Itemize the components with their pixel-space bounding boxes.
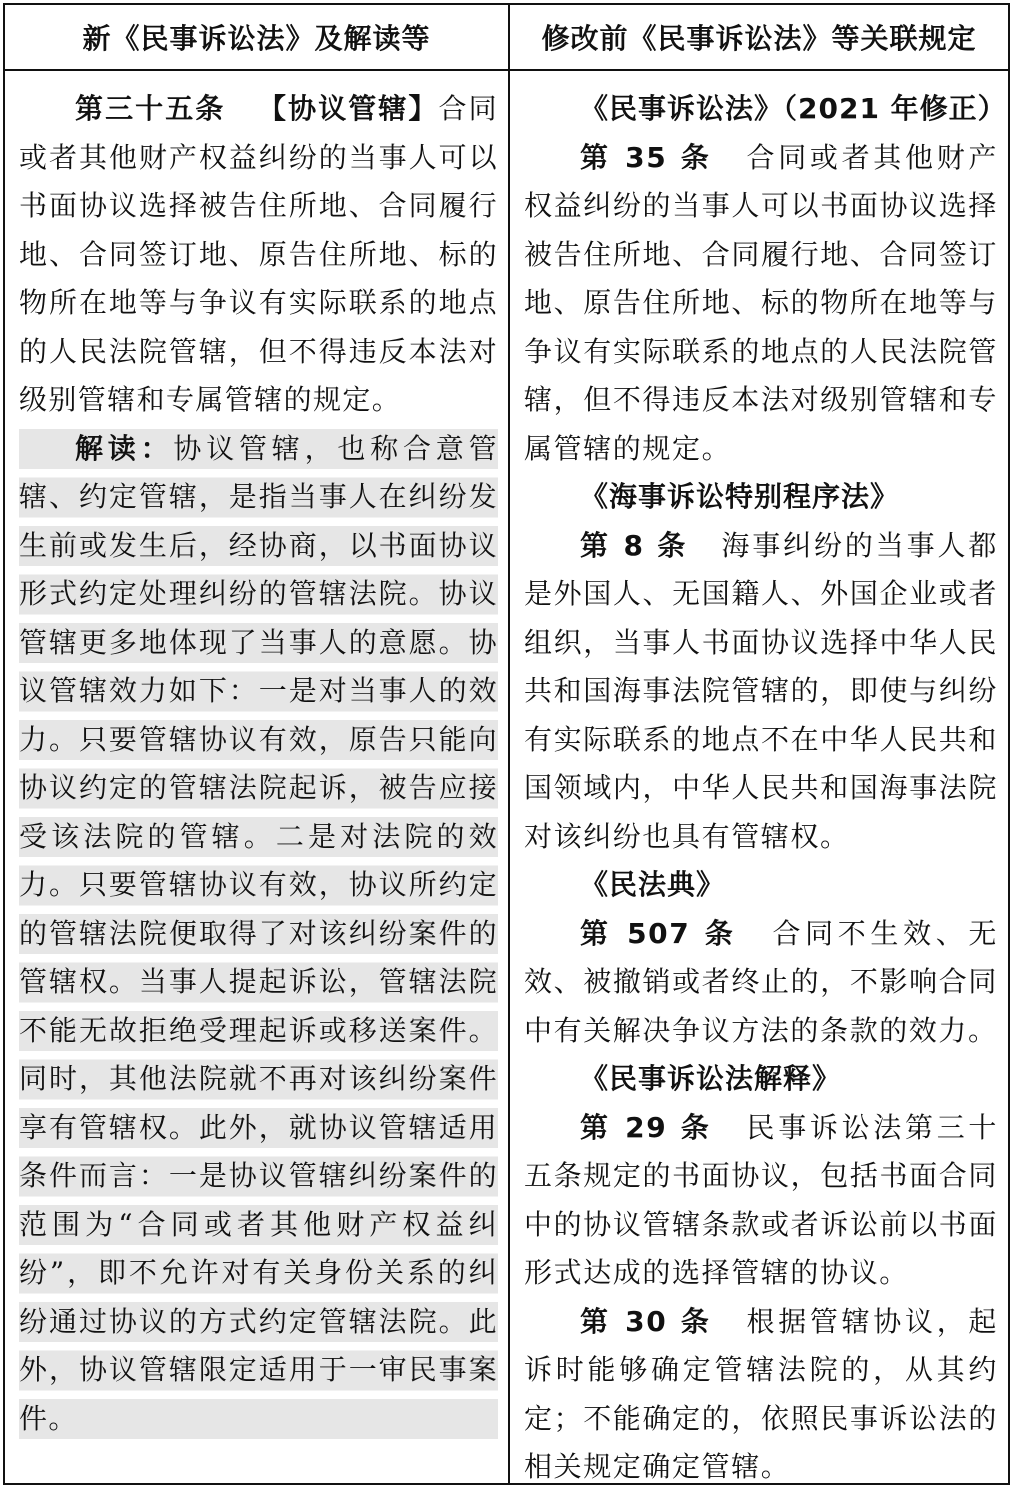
related-article xyxy=(524,910,998,1056)
related-article xyxy=(524,134,998,474)
article-text: 合同或者其他财产权益纠纷的当事人可以书面协议选择被告住所地、合同履行地、合同签订地、原告住所地、标的物所在地等与争议有实际联系的地点的人民法院管辖，但不得违反本法对级别管辖和专属管辖的规定。 xyxy=(19,92,498,416)
related-article xyxy=(524,522,998,862)
law-title: 《海事诉讼特别程序法》 xyxy=(580,480,900,513)
left-column xyxy=(5,71,510,1483)
related-article-number: 第 8 条 xyxy=(580,528,689,562)
related-article-text: 根据管辖协议，起诉时能够确定管辖法院的，从其约定；不能确定的，依照民事诉讼法的相关规定确定管辖。 xyxy=(524,1304,998,1483)
related-article-number: 第 35 条 xyxy=(580,140,713,174)
interpretation-label: 解读： xyxy=(75,431,174,465)
article-number: 第三十五条 xyxy=(75,92,226,125)
related-article-text: 合同或者其他财产权益纠纷的当事人可以书面协议选择被告住所地、合同履行地、合同签订地、原告住所地、标的物所在地等与争议有实际联系的地点的人民法院管辖，但不得违反本法对级别管辖和专属管辖的规定。 xyxy=(524,140,998,465)
header-new-law: 新《民事诉讼法》及解读等 xyxy=(5,5,510,71)
related-article-text: 民事诉讼法第三十五条规定的书面协议，包括书面合同中的协议管辖条款或者诉讼前以书面形式达成的选择管辖的协议。 xyxy=(524,1110,998,1289)
right-column xyxy=(510,71,1008,1483)
article-35-paragraph xyxy=(19,85,498,425)
related-article xyxy=(524,1298,998,1484)
comparison-table xyxy=(3,3,1010,1485)
law-title: 《民事诉讼法》（2021 年修正） xyxy=(580,92,1007,125)
related-article-number: 第 30 条 xyxy=(580,1304,713,1338)
related-article-number: 第 29 条 xyxy=(580,1110,713,1144)
law-title: 《民法典》 xyxy=(580,868,726,901)
law-title: 《民事诉讼法解释》 xyxy=(580,1062,842,1095)
related-article-text: 海事纠纷的当事人都是外国人、无国籍人、外国企业或者组织，当事人书面协议选择中华人民共和国海事法院管辖的，即使与纠纷有实际联系的地点不在中华人民共和国领域内，中华人民共和国海事法院对该纠纷也具有管辖权。 xyxy=(524,528,998,853)
interpretation-text: 协议管辖，也称合意管辖、约定管辖，是指当事人在纠纷发生前或发生后，经协商，以书面协议形式约定处理纠纷的管辖法院。协议管辖更多地体现了当事人的意愿。协议管辖效力如下：一是对当事人的效力。只要管辖协议有效，原告只能向协议约定的管辖法院起诉，被告应接受该法院的管辖。二是对法院的效力。只要管辖协议有效，协议所约定的管辖法院便取得了对该纠纷案件的管辖权。当事人提起诉讼，管辖法院不能无故拒绝受理起诉或移送案件。同时，其他法院就不再对该纠纷案件享有管辖权。此外，就协议管辖适用条件而言：一是协议管辖纠纷案件的范围为“合同或者其他财产权益纠纷”，即不允许对有关身份关系的纠纷通过协议的方式约定管辖法院。此外，协议管辖限定适用于一审民事案件。 xyxy=(19,431,498,1435)
related-article xyxy=(524,1104,998,1298)
header-old-law: 修改前《民事诉讼法》等关联规定 xyxy=(510,5,1008,71)
article-tag: 【协议管辖】 xyxy=(257,92,439,125)
related-article-text: 合同不生效、无效、被撤销或者终止的，不影响合同中有关解决争议方法的条款的效力。 xyxy=(524,916,998,1047)
related-article-number: 第 507 条 xyxy=(580,916,738,950)
interpretation-paragraph xyxy=(19,425,498,1444)
